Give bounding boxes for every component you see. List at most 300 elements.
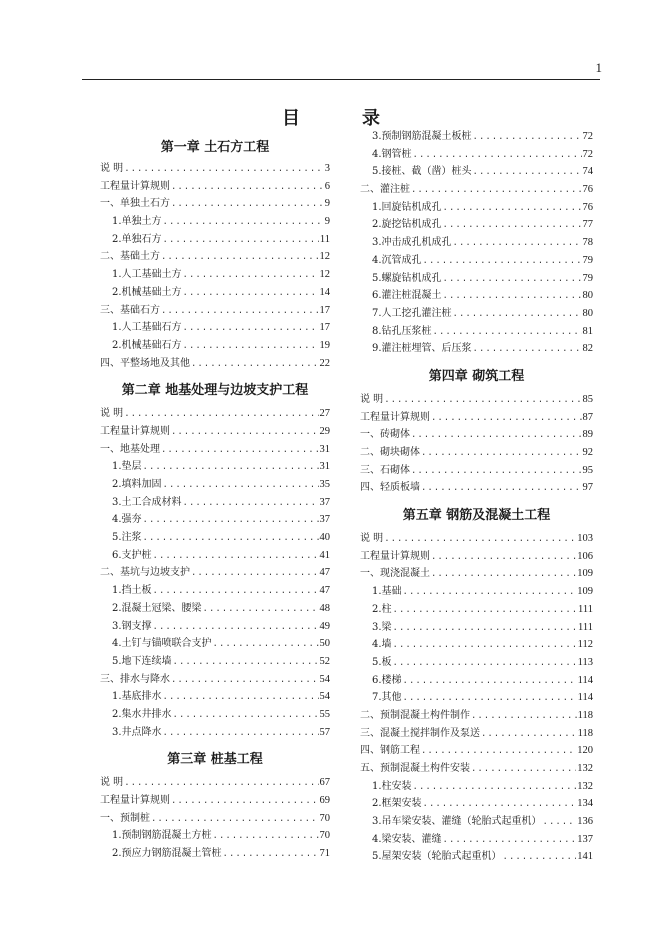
toc-entry-page: 27 <box>319 408 330 420</box>
toc-entry[interactable] <box>360 270 593 288</box>
toc-entry-page: 76 <box>582 201 593 213</box>
dot-leader <box>171 793 319 810</box>
toc-entry-label: 7.人工挖孔灌注桩 <box>372 307 452 319</box>
toc-entry[interactable] <box>100 195 330 213</box>
dot-leader <box>163 477 319 494</box>
toc-entry-page: 111 <box>578 603 593 615</box>
toc-entry-label: 一、现浇混凝土 <box>360 568 430 580</box>
toc-entry-label: 2.框架安装 <box>372 798 422 810</box>
toc-entry[interactable] <box>360 323 593 341</box>
dot-leader <box>171 424 319 441</box>
dot-leader <box>151 811 319 828</box>
toc-entry-page: 72 <box>582 131 593 142</box>
toc-entry-label: 工程量计算规则 <box>100 425 170 437</box>
toc-entry-label: 2.机械基础石方 <box>112 339 182 351</box>
toc-entry-page: 120 <box>577 745 593 757</box>
dot-leader <box>433 324 582 341</box>
dot-leader <box>163 725 319 742</box>
dot-leader <box>393 602 577 619</box>
toc-entry-page: 97 <box>582 482 593 494</box>
toc-entry-page: 17 <box>319 322 330 334</box>
toc-entry-page: 113 <box>577 656 593 668</box>
dot-leader <box>163 214 324 231</box>
toc-entry-page: 85 <box>582 393 593 405</box>
toc-entry[interactable] <box>100 494 330 512</box>
toc-entry-label: 1.单独土方 <box>112 216 162 228</box>
toc-entry-label: 5.地下连续墙 <box>112 655 172 667</box>
toc-entry-page: 50 <box>319 638 330 650</box>
toc-entry-page: 74 <box>582 166 593 178</box>
toc-entry-label: 1.预制钢筋混凝土方桩 <box>112 830 212 842</box>
toc-entry-label: 4.墙 <box>372 639 392 651</box>
toc-entry-label: 2.集水井排水 <box>112 708 172 720</box>
dot-leader <box>191 356 319 373</box>
dot-leader <box>421 445 582 462</box>
toc-entry-label: 6.楼梯 <box>372 674 402 686</box>
toc-entry-page: 134 <box>577 798 593 810</box>
dot-leader <box>161 442 319 459</box>
toc-entry-page: 35 <box>319 479 330 490</box>
toc-entry[interactable] <box>360 409 593 427</box>
toc-entry-page: 118 <box>577 709 593 721</box>
toc-entry-page: 47 <box>319 585 330 597</box>
toc-entry-label: 2.柱 <box>372 603 392 615</box>
toc-entry-label: 1.挡土板 <box>112 585 152 597</box>
toc-entry[interactable] <box>360 530 593 548</box>
dot-leader <box>443 832 577 849</box>
chapter-heading: 第五章 钢筋及混凝土工程 <box>402 508 551 524</box>
dot-leader <box>411 463 582 480</box>
toc-entry-label: 说 明 <box>100 777 124 789</box>
toc-entry[interactable] <box>100 618 330 636</box>
dot-leader <box>143 512 319 529</box>
toc-entry-label: 三、混凝土搅拌制作及泵送 <box>360 727 480 739</box>
toc-entry[interactable] <box>360 672 593 690</box>
toc-entry-label: 说 明 <box>360 393 384 405</box>
toc-entry-label: 4.梁安装、灌缝 <box>372 833 442 845</box>
toc-entry-page: 114 <box>577 674 593 686</box>
toc-entry[interactable] <box>100 302 330 320</box>
toc-entry-page: 47 <box>319 567 330 579</box>
dot-leader <box>471 708 577 725</box>
toc-entry-page: 6 <box>324 180 330 192</box>
dot-leader <box>153 583 319 600</box>
toc-entry[interactable] <box>360 583 593 601</box>
toc-entry[interactable] <box>100 441 330 459</box>
toc-entry-page: 3 <box>324 163 330 174</box>
toc-entry[interactable] <box>360 163 593 181</box>
toc-entry[interactable] <box>360 707 593 725</box>
dot-leader <box>173 707 319 724</box>
dot-leader <box>143 459 319 476</box>
dot-leader <box>403 584 577 601</box>
dot-leader <box>393 620 577 637</box>
toc-entry-label: 1.基底排水 <box>112 691 162 703</box>
toc-entry-page: 9 <box>324 198 330 210</box>
toc-entry[interactable] <box>360 742 593 760</box>
toc-entry-page: 112 <box>577 639 593 651</box>
dot-leader <box>411 182 582 199</box>
dot-leader <box>183 267 319 284</box>
toc-entry-label: 五、预制混凝土构件安装 <box>360 763 470 774</box>
toc-entry-page: 111 <box>578 621 593 633</box>
toc-entry-label: 三、排水与降水 <box>100 673 170 685</box>
dot-leader <box>171 179 324 196</box>
dot-leader <box>143 530 319 547</box>
toc-entry[interactable] <box>360 795 593 813</box>
toc-entry[interactable] <box>360 725 593 743</box>
toc-entry-page: 106 <box>577 550 593 562</box>
toc-entry[interactable] <box>360 636 593 654</box>
dot-leader <box>411 427 582 444</box>
dot-leader <box>124 161 324 178</box>
toc-entry-label: 一、砖砌体 <box>360 429 410 441</box>
toc-entry-label: 7.其他 <box>372 692 402 704</box>
toc-entry[interactable] <box>100 248 330 266</box>
toc-entry-label: 2.混凝土冠梁、腰梁 <box>112 602 202 614</box>
dot-leader <box>473 129 582 146</box>
dot-leader <box>161 303 319 320</box>
toc-entry-page: 49 <box>319 620 330 632</box>
dot-leader <box>443 200 582 217</box>
toc-entry-label: 二、砌块砌体 <box>360 447 420 458</box>
dot-leader <box>203 601 319 618</box>
toc-entry-page: 57 <box>319 726 330 738</box>
toc-entry-label: 3.钢支撑 <box>112 620 152 632</box>
dot-leader <box>421 480 582 497</box>
toc-entry[interactable] <box>100 231 330 249</box>
toc-entry[interactable] <box>360 391 593 409</box>
toc-entry-label: 一、单独土石方 <box>100 198 170 210</box>
toc-entry-label: 1.柱安装 <box>372 780 412 792</box>
toc-entry[interactable] <box>100 706 330 724</box>
toc-entry[interactable] <box>100 355 330 373</box>
toc-entry[interactable] <box>100 529 330 547</box>
toc-entry-page: 70 <box>319 812 330 824</box>
toc-entry[interactable] <box>360 426 593 444</box>
toc-entry[interactable] <box>100 582 330 600</box>
toc-entry-page: 77 <box>582 219 593 231</box>
toc-entry[interactable] <box>100 792 330 810</box>
toc-entry-label: 4.钢管桩 <box>372 148 412 160</box>
toc-entry-page: 37 <box>319 496 330 508</box>
dot-leader <box>191 565 319 582</box>
dot-leader <box>471 761 576 778</box>
toc-entry[interactable] <box>100 600 330 618</box>
dot-leader <box>423 796 577 813</box>
toc-entry-page: 14 <box>319 286 330 298</box>
toc-entry[interactable] <box>100 284 330 302</box>
chapter-heading: 第二章 地基处理与边坡支护工程 <box>121 383 309 399</box>
toc-entry[interactable] <box>100 724 330 742</box>
toc-entry-label: 3.冲击成孔机成孔 <box>372 237 452 249</box>
dot-leader <box>183 285 319 302</box>
toc-entry-page: 55 <box>319 708 330 720</box>
dot-leader <box>393 637 577 654</box>
toc-entry-label: 5.屋架安装（轮胎式起重机） <box>372 851 502 863</box>
header-rule <box>82 79 600 80</box>
toc-entry-page: 89 <box>582 429 593 441</box>
toc-entry[interactable] <box>100 266 330 284</box>
toc-entry-page: 76 <box>582 184 593 196</box>
page-title: 目 录 <box>282 108 402 129</box>
page-number: 1 <box>595 60 602 75</box>
toc-entry[interactable] <box>360 252 593 270</box>
dot-leader <box>413 147 582 164</box>
toc-entry-page: 17 <box>319 304 330 316</box>
toc-entry[interactable] <box>100 774 330 792</box>
toc-entry[interactable] <box>100 671 330 689</box>
toc-entry-page: 22 <box>319 357 330 369</box>
toc-entry-page: 87 <box>582 411 593 423</box>
dot-leader <box>153 619 319 636</box>
toc-entry[interactable] <box>360 479 593 497</box>
toc-entry[interactable] <box>360 548 593 566</box>
toc-entry-label: 8.钻孔压浆桩 <box>372 325 432 337</box>
toc-entry[interactable] <box>100 178 330 196</box>
toc-entry-page: 92 <box>582 447 593 458</box>
toc-entry-label: 说 明 <box>360 533 384 545</box>
dot-leader <box>453 306 582 323</box>
toc-entry-label: 工程量计算规则 <box>360 550 430 562</box>
toc-entry[interactable] <box>360 848 593 866</box>
chapter-heading: 第一章 土石方工程 <box>160 140 270 155</box>
toc-entry[interactable] <box>100 653 330 671</box>
dot-leader <box>163 689 319 706</box>
toc-entry-page: 95 <box>582 464 593 476</box>
toc-entry-page: 114 <box>577 692 593 704</box>
toc-entry-label: 9.灌注桩埋管、后压浆 <box>372 343 472 355</box>
toc-entry-label: 四、轻质板墙 <box>360 482 420 494</box>
toc-entry[interactable] <box>100 635 330 653</box>
toc-entry-label: 4.土钉与锚喷联合支护 <box>112 638 212 650</box>
toc-entry[interactable] <box>100 547 330 565</box>
toc-entry-label: 一、预制桩 <box>100 812 150 824</box>
dot-leader <box>403 690 577 707</box>
toc-entry-page: 54 <box>319 673 330 685</box>
toc-entry-page: 48 <box>319 602 330 614</box>
toc-entry-page: 11 <box>319 233 330 245</box>
toc-entry-page: 132 <box>577 780 593 792</box>
toc-entry[interactable] <box>100 827 330 845</box>
toc-entry-label: 2.单独石方 <box>112 233 162 245</box>
toc-entry[interactable] <box>360 831 593 849</box>
toc-entry[interactable] <box>360 444 593 462</box>
toc-entry-page: 52 <box>319 655 330 667</box>
toc-entry-label: 3.预制钢筋混凝土板桩 <box>372 131 472 142</box>
dot-leader <box>393 655 577 672</box>
dot-leader <box>223 846 319 863</box>
dot-leader <box>431 410 582 427</box>
toc-entry-label: 工程量计算规则 <box>360 411 430 423</box>
toc-entry-page: 109 <box>577 586 593 598</box>
toc-entry-label: 工程量计算规则 <box>100 795 170 806</box>
toc-entry[interactable] <box>360 462 593 480</box>
dot-leader <box>183 338 319 355</box>
toc-entry[interactable] <box>360 813 593 831</box>
toc-entry[interactable] <box>100 405 330 423</box>
toc-entry-label: 二、灌注桩 <box>360 184 410 196</box>
toc-entry-page: 141 <box>577 851 593 863</box>
toc-entry[interactable] <box>360 146 593 164</box>
dot-leader <box>413 779 577 796</box>
dot-leader <box>171 196 324 213</box>
toc-entry[interactable] <box>360 305 593 323</box>
toc-entry[interactable] <box>100 213 330 231</box>
dot-leader <box>161 249 319 266</box>
dot-leader <box>543 814 577 831</box>
toc-entry[interactable] <box>100 476 330 494</box>
toc-entry-label: 4.强夯 <box>112 514 142 526</box>
toc-entry[interactable] <box>100 319 330 337</box>
toc-entry[interactable] <box>360 778 593 796</box>
toc-entry[interactable] <box>360 689 593 707</box>
chapter-heading: 第四章 砌筑工程 <box>428 368 525 384</box>
toc-entry-label: 3.吊车梁安装、灌缝（轮胎式起重机） <box>372 816 542 828</box>
toc-entry[interactable] <box>360 199 593 217</box>
toc-entry[interactable] <box>360 760 593 778</box>
dot-leader <box>403 673 577 690</box>
toc-entry[interactable] <box>100 337 330 355</box>
chapter-heading: 第三章 桩基工程 <box>167 752 263 768</box>
toc-entry-page: 67 <box>319 777 330 789</box>
toc-entry-label: 四、平整场地及其他 <box>100 357 190 369</box>
dot-leader <box>453 235 582 252</box>
toc-entry-label: 二、基坑与边坡支护 <box>100 567 190 579</box>
toc-entry[interactable] <box>360 181 593 199</box>
toc-entry-label: 四、钢筋工程 <box>360 745 420 757</box>
toc-entry-page: 41 <box>319 549 330 561</box>
toc-entry-label: 1.人工基础土方 <box>112 269 182 281</box>
toc-entry-page: 12 <box>319 251 330 263</box>
toc-entry-label: 4.沉管成孔 <box>372 254 422 266</box>
dot-leader <box>431 566 576 583</box>
toc-entry-label: 2.机械基础土方 <box>112 286 182 298</box>
dot-leader <box>124 775 318 792</box>
dot-leader <box>473 341 582 358</box>
dot-leader <box>431 549 576 566</box>
toc-entry-page: 79 <box>582 272 593 284</box>
dot-leader <box>163 232 319 249</box>
toc-entry-page: 69 <box>319 795 330 806</box>
dot-leader <box>473 164 582 181</box>
dot-leader <box>423 253 582 270</box>
toc-entry[interactable] <box>100 511 330 529</box>
toc-entry[interactable] <box>360 654 593 672</box>
toc-entry-label: 5.注浆 <box>112 532 142 544</box>
toc-entry-page: 80 <box>582 290 593 302</box>
toc-entry-page: 71 <box>319 848 330 860</box>
toc-entry-label: 3.梁 <box>372 621 392 633</box>
toc-entry-label: 5.螺旋钻机成孔 <box>372 272 442 284</box>
toc-entry-page: 31 <box>319 443 330 455</box>
dot-leader <box>124 406 318 423</box>
dot-leader <box>213 636 319 653</box>
toc-entry-label: 三、石砌体 <box>360 464 410 476</box>
dot-leader <box>443 271 582 288</box>
toc-entry-label: 工程量计算规则 <box>100 180 170 192</box>
dot-leader <box>384 531 576 548</box>
dot-leader <box>421 743 576 760</box>
toc-right-column <box>360 128 593 866</box>
toc-entry[interactable] <box>100 423 330 441</box>
toc-entry-label: 1.人工基础石方 <box>112 322 182 334</box>
toc-entry-page: 37 <box>319 514 330 526</box>
toc-entry-page: 81 <box>582 325 593 337</box>
toc-entry-label: 1.垫层 <box>112 461 142 473</box>
toc-entry[interactable] <box>100 810 330 828</box>
toc-entry[interactable] <box>360 216 593 234</box>
toc-entry-label: 说 明 <box>100 163 124 174</box>
dot-leader <box>213 828 319 845</box>
dot-leader <box>443 288 582 305</box>
toc-entry-label: 三、基础石方 <box>100 304 160 316</box>
toc-entry-label: 1.回旋钻机成孔 <box>372 201 442 213</box>
toc-entry-page: 70 <box>319 830 330 842</box>
toc-entry-page: 78 <box>582 237 593 249</box>
toc-entry-page: 9 <box>324 216 330 228</box>
dot-leader <box>183 495 319 512</box>
toc-entry[interactable] <box>100 688 330 706</box>
toc-entry[interactable] <box>360 619 593 637</box>
toc-entry-page: 72 <box>582 148 593 160</box>
dot-leader <box>384 392 581 409</box>
toc-entry[interactable] <box>360 340 593 358</box>
toc-entry-page: 29 <box>319 425 330 437</box>
toc-entry-page: 19 <box>319 339 330 351</box>
toc-entry-label: 二、基础土方 <box>100 251 160 263</box>
dot-leader <box>503 849 577 866</box>
toc-left-column <box>100 135 330 863</box>
toc-entry[interactable] <box>360 565 593 583</box>
dot-leader <box>173 654 319 671</box>
toc-entry-page: 79 <box>582 254 593 266</box>
toc-entry[interactable] <box>360 601 593 619</box>
dot-leader <box>481 726 577 743</box>
toc-entry-page: 137 <box>577 833 593 845</box>
dot-leader <box>153 548 319 565</box>
toc-entry-label: 5.板 <box>372 656 392 668</box>
dot-leader <box>443 217 582 234</box>
toc-entry-page: 82 <box>582 343 593 355</box>
toc-entry-label: 1.基础 <box>372 586 402 598</box>
toc-entry-label: 2.旋挖钻机成孔 <box>372 219 442 231</box>
toc-entry-page: 118 <box>577 727 593 739</box>
toc-entry[interactable] <box>100 160 330 178</box>
toc-entry[interactable] <box>100 458 330 476</box>
toc-entry-label: 2.预应力钢筋混凝土管桩 <box>112 848 222 860</box>
dot-leader <box>183 320 319 337</box>
toc-entry[interactable] <box>360 234 593 252</box>
dot-leader <box>171 672 319 689</box>
toc-entry-label: 3.井点降水 <box>112 726 162 738</box>
toc-entry[interactable] <box>360 128 593 146</box>
toc-entry[interactable] <box>100 564 330 582</box>
toc-entry[interactable] <box>360 287 593 305</box>
toc-entry-page: 109 <box>577 568 593 580</box>
toc-entry[interactable] <box>100 845 330 863</box>
toc-entry-label: 5.接桩、截（凿）桩头 <box>372 166 472 178</box>
toc-entry-page: 136 <box>577 816 593 828</box>
toc-entry-page: 54 <box>319 691 330 703</box>
toc-entry-page: 31 <box>319 461 330 473</box>
toc-entry-page: 40 <box>319 532 330 544</box>
toc-entry-page: 103 <box>577 533 593 545</box>
toc-entry-page: 80 <box>582 307 593 319</box>
toc-entry-label: 6.灌注桩混凝土 <box>372 290 442 302</box>
toc-entry-label: 说 明 <box>100 408 124 420</box>
toc-entry-label: 二、预制混凝土构件制作 <box>360 709 470 721</box>
